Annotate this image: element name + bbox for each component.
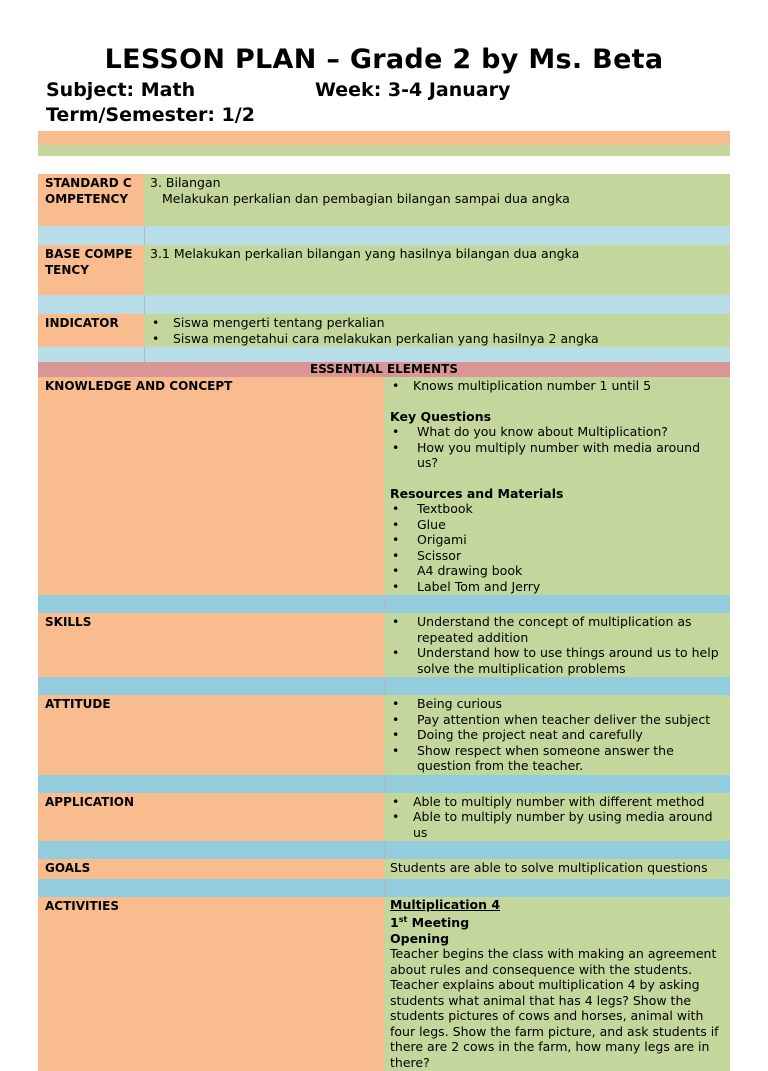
activities-title: Multiplication 4 — [390, 897, 724, 913]
separator — [38, 677, 730, 695]
skills-label: SKILLS — [38, 613, 384, 677]
skills-list — [390, 614, 724, 676]
activities-row — [38, 897, 730, 1071]
list-item: • Being curious — [390, 696, 724, 712]
attitude-list — [390, 696, 724, 774]
standard-line-1: 3. Bilangan — [150, 175, 724, 191]
meeting-suffix: st — [399, 915, 408, 924]
base-competency-row — [38, 245, 730, 295]
standard-competency-label: STANDARD COMPETENCY — [38, 174, 144, 226]
opening-text: Teacher begins the class with making an agreement about rules and consequence with the students. Teacher explains about multiplication 4 by asking students what animal that has 4 legs? Show the students pictures of cows and horses, animal with four legs. Show the farm picture, and ask students if there are 2 cows in the farm, how many legs are in there? — [390, 946, 724, 1070]
separator — [38, 775, 730, 793]
application-row — [38, 793, 730, 842]
separator — [38, 879, 730, 897]
attitude-row — [38, 695, 730, 775]
list-item: • Understand the concept of multiplication as repeated addition — [390, 614, 724, 645]
separator — [38, 841, 730, 859]
term-label: Term/Semester: 1/2 — [46, 104, 255, 126]
resources-title: Resources and Materials — [390, 486, 724, 502]
meeting-word: Meeting — [407, 915, 469, 930]
list-item: • Show respect when someone answer the question from the teacher. — [390, 743, 724, 774]
list-item: • A4 drawing book — [390, 563, 724, 579]
list-item: • Able to multiply number by using media around us — [390, 809, 724, 840]
indicator-content — [144, 314, 730, 347]
list-item: • Knows multiplication number 1 until 5 — [390, 378, 724, 394]
activities-label: ACTIVITIES — [38, 897, 384, 1071]
goals-content: Students are able to solve multiplication questions — [384, 859, 730, 879]
application-list — [390, 794, 724, 841]
base-competency-content: 3.1 Melakukan perkalian bilangan yang hasilnya bilangan dua angka — [144, 245, 730, 295]
knowledge-label: KNOWLEDGE AND CONCEPT — [38, 377, 384, 595]
list-item: • Origami — [390, 532, 724, 548]
list-item: • Glue — [390, 517, 724, 533]
goals-row — [38, 859, 730, 879]
knowledge-content — [384, 377, 730, 595]
attitude-content — [384, 695, 730, 775]
indicator-label: INDICATOR — [38, 314, 144, 347]
indicator-row — [38, 314, 730, 347]
list-item: • Able to multiply number with different method — [390, 794, 724, 810]
header-band-orange — [38, 131, 730, 145]
essential-header-row — [38, 362, 730, 377]
base-competency-label: BASE COMPETENCY — [38, 245, 144, 295]
standard-competency-content — [144, 174, 730, 226]
standard-line-2: Melakukan perkalian dan pembagian bilangan sampai dua angka — [150, 191, 724, 207]
list-item: • What do you know about Multiplication? — [390, 424, 724, 440]
key-questions-title: Key Questions — [390, 409, 724, 425]
meeting-title — [390, 912, 724, 931]
separator — [38, 595, 730, 613]
essential-elements-table — [38, 362, 730, 1071]
skills-content — [384, 613, 730, 677]
application-label: APPLICATION — [38, 793, 384, 842]
subject-label: Subject: Math — [46, 79, 195, 101]
knowledge-row — [38, 377, 730, 595]
goals-label: GOALS — [38, 859, 384, 879]
separator — [38, 295, 730, 314]
skills-row — [38, 613, 730, 677]
list-item: • How you multiply number with media around us? — [390, 440, 724, 471]
indicator-list — [150, 315, 724, 346]
knowledge-list — [390, 378, 724, 394]
activities-content — [384, 897, 730, 1071]
header-band-green — [38, 145, 730, 156]
list-item: • Scissor — [390, 548, 724, 564]
list-item: • Understand how to use things around us to help solve the multiplication problems — [390, 645, 724, 676]
attitude-label: ATTITUDE — [38, 695, 384, 775]
application-content — [384, 793, 730, 842]
list-item: • Doing the project neat and carefully — [390, 727, 724, 743]
list-item: • Pay attention when teacher deliver the subject — [390, 712, 724, 728]
list-item: • Label Tom and Jerry — [390, 579, 724, 595]
meeting-number: 1 — [390, 915, 399, 930]
week-label: Week: 3-4 January — [315, 79, 510, 101]
competency-table — [38, 174, 730, 366]
page-title: LESSON PLAN – Grade 2 by Ms. Beta — [0, 44, 768, 75]
key-questions-list — [390, 424, 724, 471]
list-item: • Siswa mengerti tentang perkalian — [150, 315, 724, 331]
list-item: • Siswa mengetahui cara melakukan perkalian yang hasilnya 2 angka — [150, 331, 724, 347]
standard-competency-row — [38, 174, 730, 226]
opening-title: Opening — [390, 931, 724, 947]
separator — [38, 226, 730, 245]
essential-heading: ESSENTIAL ELEMENTS — [38, 362, 730, 377]
list-item: • Textbook — [390, 501, 724, 517]
resources-list — [390, 501, 724, 594]
